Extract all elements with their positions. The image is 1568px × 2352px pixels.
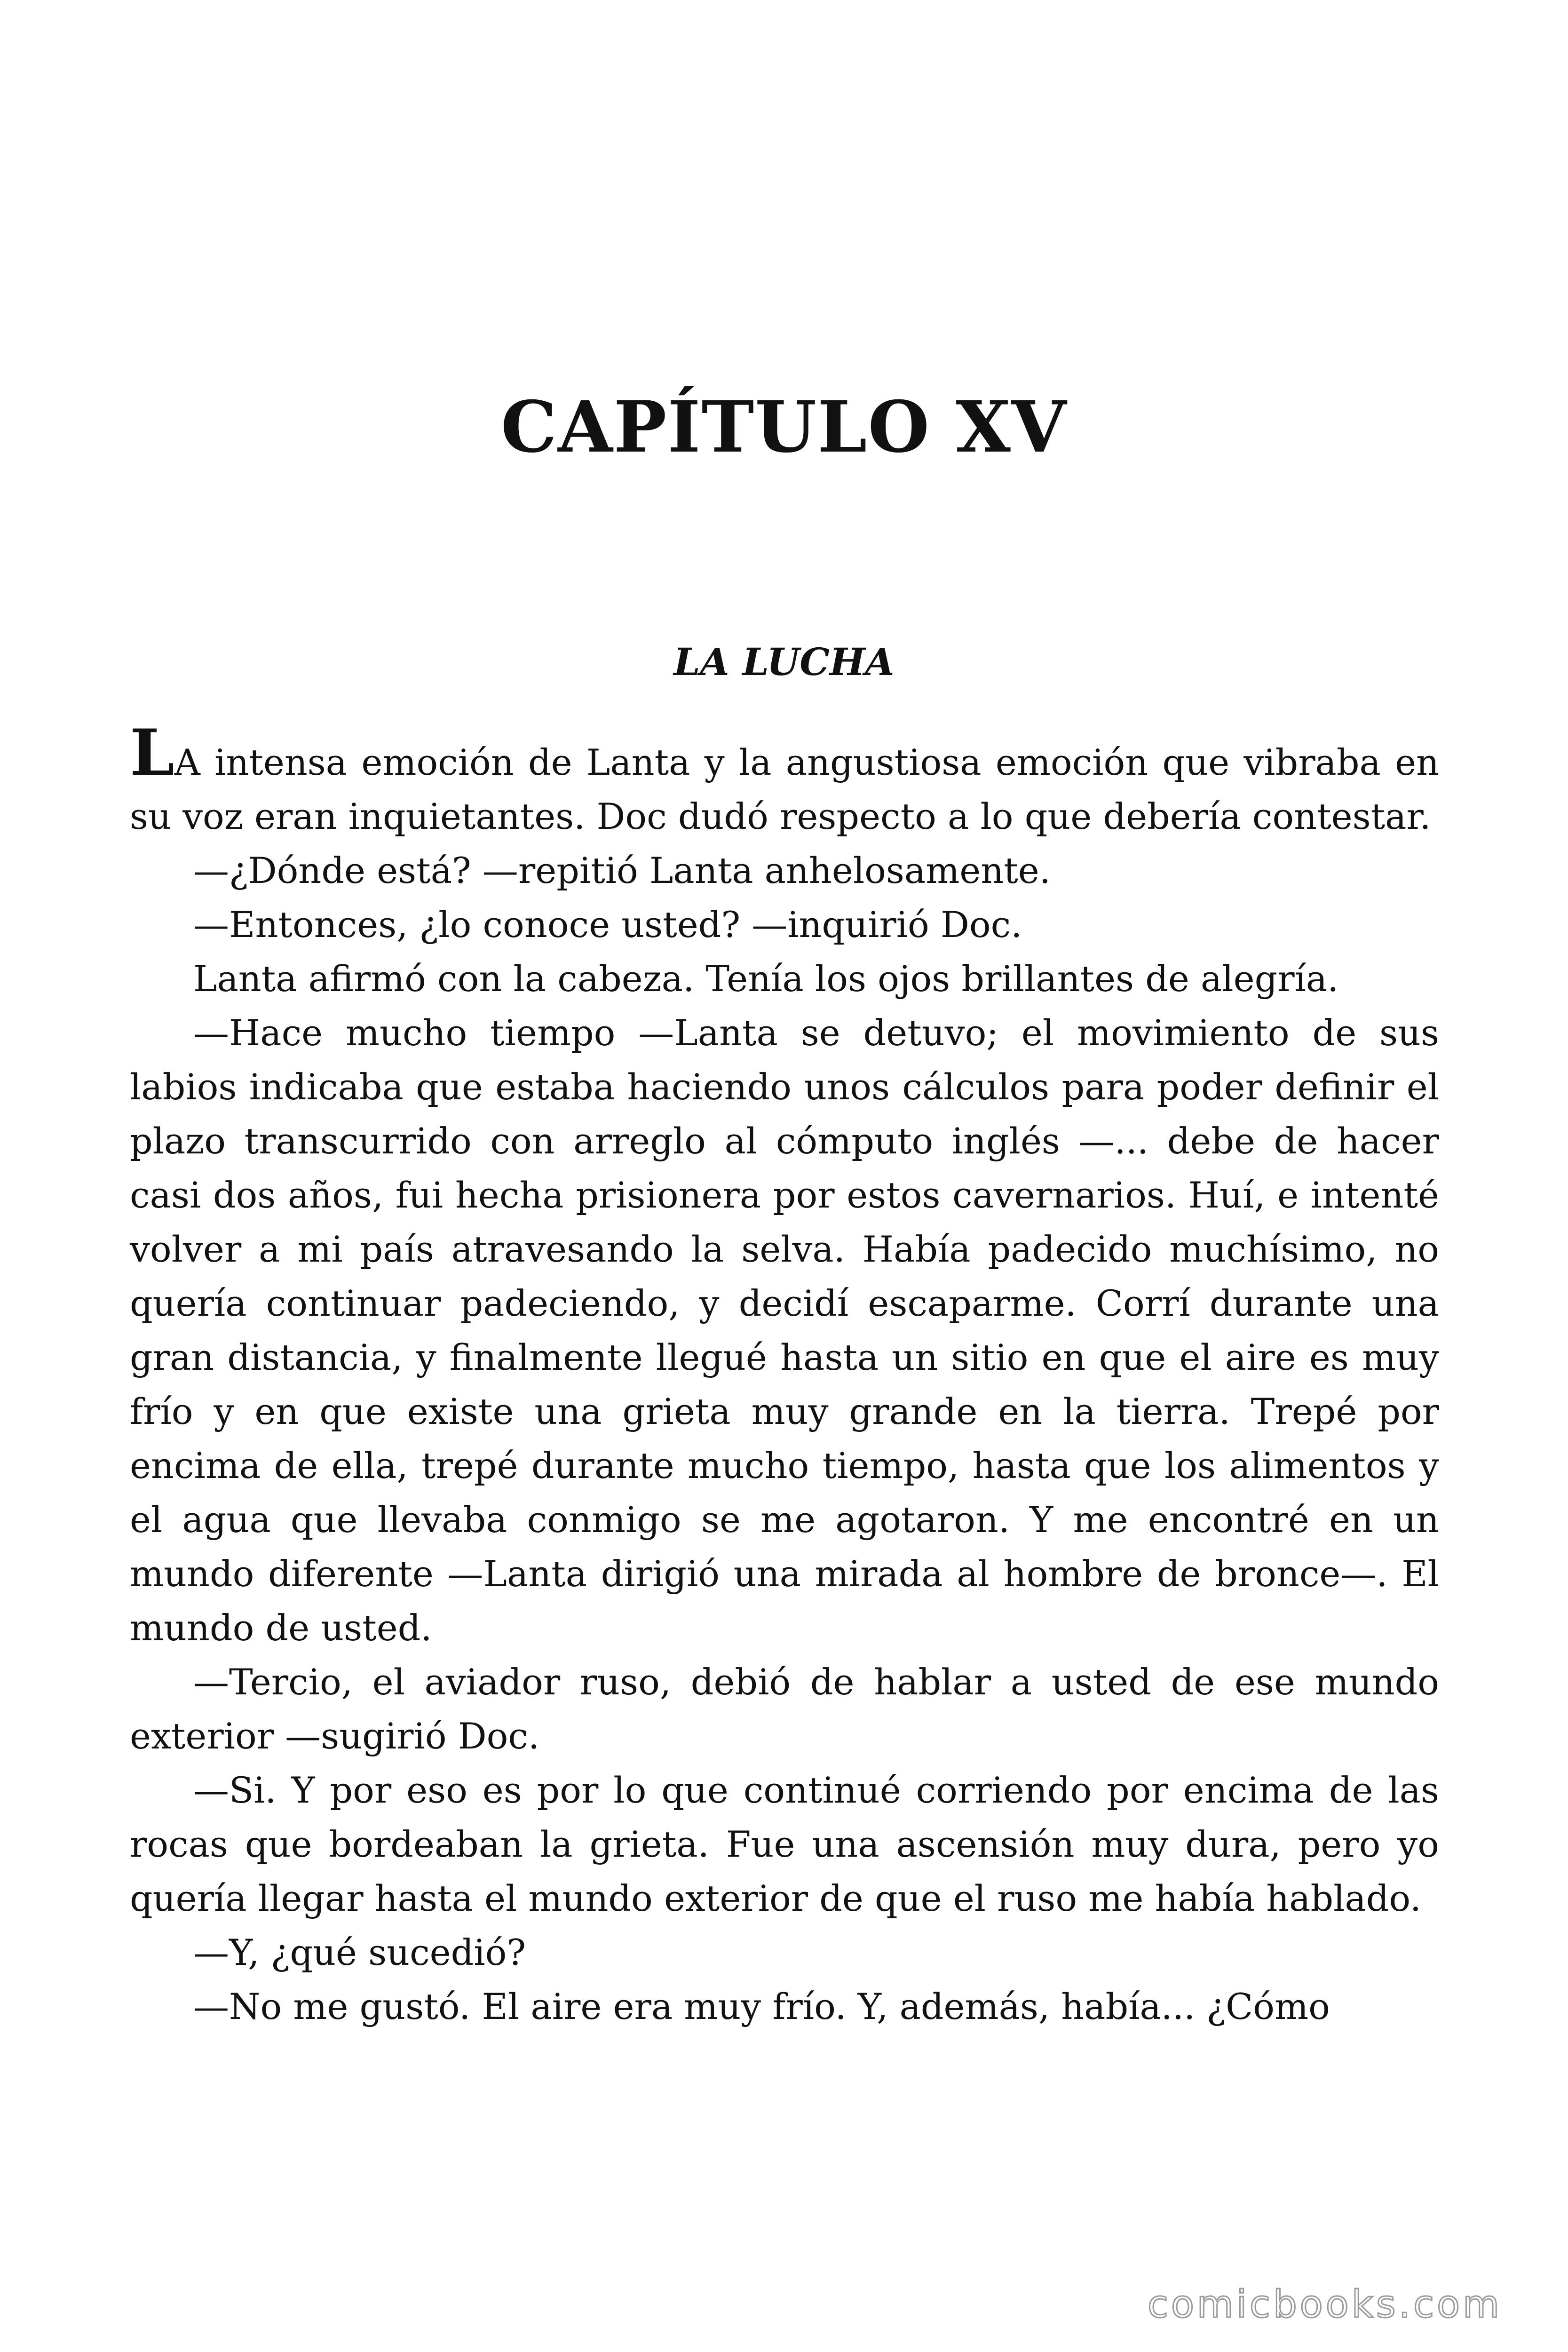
paragraph-3: —Entonces, ¿lo conoce usted? —inquirió Doc. (193, 904, 1022, 946)
drop-cap: L (130, 715, 174, 790)
paragraph-5: —Hace mucho tiempo —Lanta se detuvo; el movimiento de sus labios indicaba que estaba haciendo unos cálculos para poder definir el plazo transcurrido con arreglo al cómputo inglés —... debe de hacer casi dos años, fui hecha prisionera por estos cavernarios. Huí, e intenté volver a mi país atravesando la selva. Había padecido muchísimo, no quería continuar padeciendo, y decidí escaparme. Corrí durante una gran distancia, y finalmente llegué hasta un sitio en que el aire es muy frío y en que existe una grieta muy grande en la tierra. Trepé por encima de ella, trepé durante mucho tiempo, hasta que los alimentos y el agua que llevaba conmigo se me agotaron. Y me encontré en un mundo diferente —Lanta dirigió una mirada al hombre de bronce—. El mundo de usted. (130, 1012, 1439, 1649)
paragraph-1-text: A intensa emoción de Lanta y la angustiosa emoción que vibraba en su voz eran inquietantes. Doc dudó respecto a lo que debería contestar. (130, 741, 1439, 837)
paragraph-8: —Y, ¿qué sucedió? (193, 1931, 526, 1973)
section-title: LA LUCHA (673, 640, 895, 684)
paragraph-1 (130, 715, 1439, 843)
paragraph-2: —¿Dónde está? —repitió Lanta anhelosamente. (193, 850, 1051, 891)
paragraph-9: —No me gustó. El aire era muy frío. Y, además, había... ¿Cómo (193, 1986, 1330, 2027)
chapter-body (130, 715, 1439, 2034)
paragraph-7: —Si. Y por eso es por lo que continué corriendo por encima de las rocas que bordeaban la grieta. Fue una ascensión muy dura, pero yo quería llegar hasta el mundo exterior de que el ruso me había hablado. (130, 1769, 1439, 1919)
paragraph-4: Lanta afirmó con la cabeza. Tenía los ojos brillantes de alegría. (193, 958, 1339, 1000)
paragraph-6: —Tercio, el aviador ruso, debió de hablar a usted de ese mundo exterior —sugirió Doc. (130, 1661, 1439, 1757)
watermark: comicbooks.com (1147, 2282, 1502, 2326)
chapter-title: CAPÍTULO XV (500, 386, 1068, 469)
